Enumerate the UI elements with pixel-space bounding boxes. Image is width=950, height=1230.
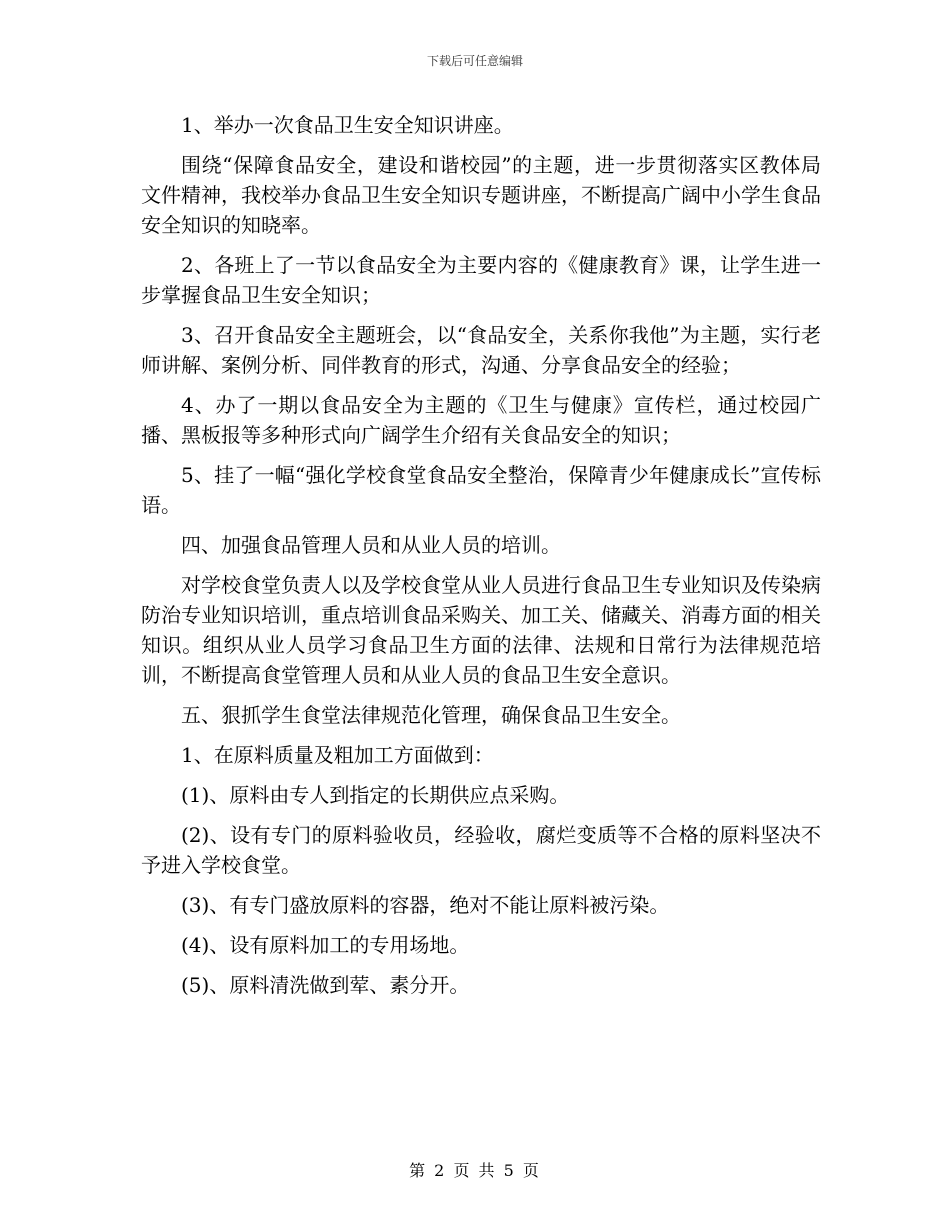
paragraph: 2、各班上了一节以食品安全为主要内容的《健康教育》课，让学生进一步掌握食品卫生安全知识；: [141, 253, 821, 307]
paragraph: 1、在原料质量及粗加工方面做到：: [181, 743, 494, 767]
paragraph: 对学校食堂负责人以及学校食堂从业人员进行食品卫生专业知识及传染病防治专业知识培训，重点培训食品采购关、加工关、储藏关、消毒方面的相关知识。组织从业人员学习食品卫生方面的法律、法规和日常行为法律规范培训，不断提高食堂管理人员和从业人员的食品卫生安全意识。: [141, 573, 821, 687]
page-header: 下载后可任意编辑: [426, 54, 523, 68]
paragraph: 4、办了一期以食品安全为主题的《卫生与健康》宣传栏，通过校园广播、黑板报等多种形式向广阔学生介绍有关食品安全的知识；: [141, 393, 821, 447]
document-body: [141, 110, 821, 1010]
paragraph: 围绕“保障食品安全，建设和谐校园”的主题，进一步贯彻落实区教体局文件精神，我校举办食品卫生安全知识专题讲座，不断提高广阔中小学生食品安全知识的知晓率。: [141, 153, 821, 237]
paragraph: 1、举办一次食品卫生安全知识讲座。: [181, 113, 514, 137]
list-item: (2)、设有专门的原料验收员，经验收，腐烂变质等不合格的原料坚决不予进入学校食堂。: [141, 823, 821, 877]
list-item: (5)、原料清洗做到荤、素分开。: [181, 973, 470, 997]
section-heading: 四、加强食品管理人员和从业人员的培训。: [181, 533, 561, 557]
list-item: (4)、设有原料加工的专用场地。: [181, 933, 470, 957]
list-item: (3)、有专门盛放原料的容器，绝对不能让原料被污染。: [181, 893, 670, 917]
paragraph: 5、挂了一幅“强化学校食堂食品安全整治，保障青少年健康成长”宣传标语。: [141, 463, 821, 517]
list-item: (1)、原料由专人到指定的长期供应点采购。: [181, 783, 570, 807]
section-heading: 五、狠抓学生食堂法律规范化管理，确保食品卫生安全。: [181, 703, 681, 727]
paragraph: 3、召开食品安全主题班会，以“食品安全，关系你我他”为主题，实行老师讲解、案例分析、同伴教育的形式，沟通、分享食品安全的经验；: [141, 323, 821, 377]
page-number: 第 2 页 共 5 页: [409, 1161, 541, 1180]
